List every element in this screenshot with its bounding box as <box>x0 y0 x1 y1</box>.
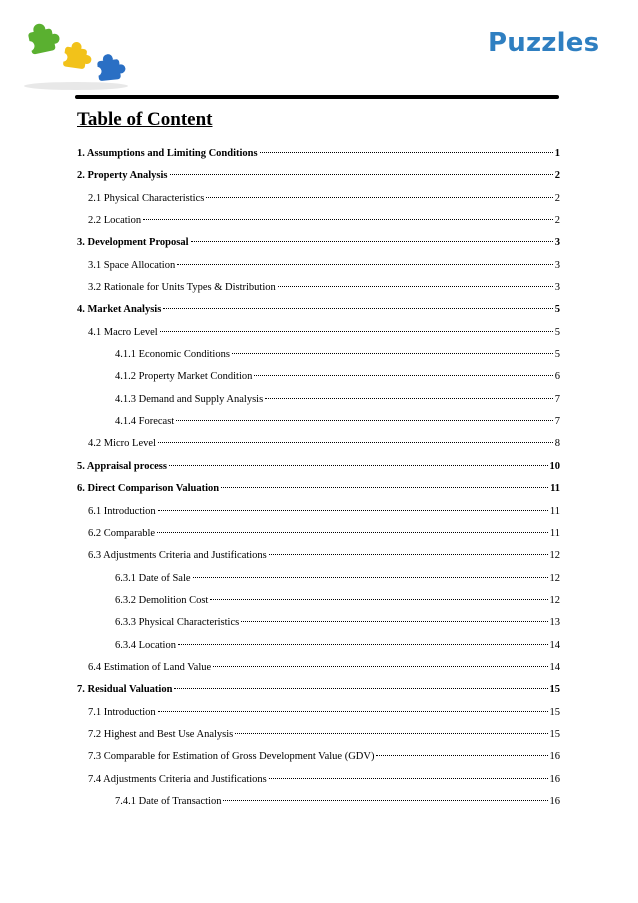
dot-leader <box>174 688 547 689</box>
toc-entry[interactable] <box>77 729 560 751</box>
dot-leader <box>178 644 548 645</box>
toc-entry-label: 7.1 Introduction <box>88 706 156 718</box>
toc-entry[interactable] <box>77 371 560 393</box>
dot-leader <box>157 532 548 533</box>
toc-entry[interactable] <box>77 506 560 528</box>
toc-entry[interactable] <box>77 148 560 170</box>
toc-entry-label: 6. Direct Comparison Valuation <box>77 483 220 495</box>
dot-leader <box>158 510 548 511</box>
toc-entry[interactable] <box>77 751 560 773</box>
toc-entry-page: 3 <box>554 237 560 249</box>
dot-leader <box>143 219 553 220</box>
toc-entry-label: 2.2 Location <box>88 215 142 227</box>
toc-entry-page: 8 <box>554 438 560 450</box>
toc-entry-page: 16 <box>549 773 560 785</box>
toc-entry-page: 13 <box>549 617 560 629</box>
toc-entry-label: 7.4 Adjustments Criteria and Justifications <box>88 773 267 785</box>
toc-entry[interactable] <box>77 483 560 505</box>
dot-leader <box>376 755 547 756</box>
toc-entry-page: 14 <box>549 661 560 673</box>
toc-entry[interactable] <box>77 416 560 438</box>
toc-entry-page: 5 <box>554 304 560 316</box>
toc-entry-label: 4.1.4 Forecast <box>115 416 175 428</box>
toc-entry[interactable] <box>77 640 560 662</box>
toc-entry[interactable] <box>77 796 560 818</box>
toc-entry-page: 11 <box>549 505 560 517</box>
toc-entry[interactable] <box>77 595 560 617</box>
toc-entry-label: 4. Market Analysis <box>77 304 162 316</box>
toc-entry-label: 3. Development Proposal <box>77 237 189 249</box>
toc-entry-label: 1. Assumptions and Limiting Conditions <box>77 148 258 159</box>
toc-entry-label: 2.1 Physical Characteristics <box>88 192 205 204</box>
toc-entry-page: 7 <box>554 416 560 428</box>
toc-entry[interactable] <box>77 438 560 460</box>
toc-entry-page: 11 <box>550 483 560 495</box>
toc-entry-page: 6 <box>554 371 560 383</box>
toc-entry[interactable] <box>77 684 560 706</box>
toc-entry[interactable] <box>77 774 560 796</box>
dot-leader <box>163 308 552 309</box>
dot-leader <box>235 733 547 734</box>
dot-leader <box>210 599 547 600</box>
dot-leader <box>160 331 553 332</box>
toc-entry-page: 11 <box>549 527 560 539</box>
dot-leader <box>223 800 547 801</box>
toc-entry[interactable] <box>77 528 560 550</box>
toc-entry-page: 16 <box>549 795 560 807</box>
toc-entry[interactable] <box>77 662 560 684</box>
toc-entry-page: 16 <box>549 751 560 763</box>
toc-entry-label: 6.2 Comparable <box>88 527 156 539</box>
toc-entry-page: 7 <box>554 393 560 405</box>
toc-entry-label: 7. Residual Valuation <box>77 684 173 696</box>
toc-entry[interactable] <box>77 215 560 237</box>
toc-entry[interactable] <box>77 707 560 729</box>
toc-entry-label: 7.3 Comparable for Estimation of Gross Development Value (GDV) <box>88 751 375 763</box>
toc-entry-page: 3 <box>554 259 560 271</box>
toc-entry[interactable] <box>77 170 560 192</box>
dot-leader <box>193 577 548 578</box>
toc-entry[interactable] <box>77 349 560 371</box>
toc-entry-page: 15 <box>549 706 560 718</box>
toc-entry-page: 14 <box>549 639 560 651</box>
toc-entry[interactable] <box>77 617 560 639</box>
dot-leader <box>158 442 553 443</box>
toc-entry-label: 2. Property Analysis <box>77 170 168 182</box>
toc-entry-label: 4.2 Micro Level <box>88 438 156 450</box>
toc-entry-label: 6.3.4 Location <box>115 639 176 651</box>
toc-entry-page: 3 <box>554 282 560 294</box>
dot-leader <box>269 554 548 555</box>
toc-entry-page: 15 <box>549 728 560 740</box>
dot-leader <box>176 420 553 421</box>
toc-entry-page: 2 <box>554 170 560 182</box>
dot-leader <box>260 152 553 153</box>
puzzle-pieces-icon <box>18 18 133 93</box>
toc-entry-page: 12 <box>549 572 560 584</box>
dot-leader <box>191 241 553 242</box>
dot-leader <box>232 353 553 354</box>
toc-entry[interactable] <box>77 573 560 595</box>
toc-entry[interactable] <box>77 394 560 416</box>
dot-leader <box>213 666 547 667</box>
toc-entry[interactable] <box>77 193 560 215</box>
toc-entry-label: 6.3.1 Date of Sale <box>115 572 191 584</box>
toc-entry-label: 5. Appraisal process <box>77 460 167 472</box>
toc-title: Table of Content <box>77 109 213 130</box>
toc-entry-page: 15 <box>549 684 560 696</box>
toc-entry-label: 6.1 Introduction <box>88 505 156 517</box>
toc-entry[interactable] <box>77 304 560 326</box>
dot-leader <box>170 174 553 175</box>
toc-entry[interactable] <box>77 260 560 282</box>
toc-entry[interactable] <box>77 282 560 304</box>
dot-leader <box>241 621 547 622</box>
toc-entry-label: 4.1.2 Property Market Condition <box>115 371 253 383</box>
toc-entry[interactable] <box>77 327 560 349</box>
toc-entry-page: 1 <box>554 148 560 159</box>
dot-leader <box>158 711 548 712</box>
toc-entry-label: 4.1.1 Economic Conditions <box>115 349 230 361</box>
dot-leader <box>254 375 552 376</box>
toc-entry-page: 5 <box>554 326 560 338</box>
dot-leader <box>206 197 552 198</box>
toc-entry-page: 5 <box>554 349 560 361</box>
toc-entry-label: 3.2 Rationale for Units Types & Distribution <box>88 282 276 294</box>
toc-entry-label: 7.4.1 Date of Transaction <box>115 795 222 807</box>
header-divider <box>75 95 559 99</box>
toc-entry-page: 10 <box>549 460 560 472</box>
toc-entry-label: 7.2 Highest and Best Use Analysis <box>88 728 234 740</box>
toc-entry-label: 4.1.3 Demand and Supply Analysis <box>115 393 264 405</box>
dot-leader <box>265 398 553 399</box>
dot-leader <box>177 264 553 265</box>
dot-leader <box>269 778 548 779</box>
toc-entry[interactable] <box>77 237 560 259</box>
toc-entry-page: 12 <box>549 594 560 606</box>
toc-entry-page: 2 <box>554 192 560 204</box>
dot-leader <box>169 465 548 466</box>
dot-leader <box>278 286 553 287</box>
toc-entry-label: 6.3.3 Physical Characteristics <box>115 617 240 629</box>
toc-entry-label: 6.4 Estimation of Land Value <box>88 661 212 673</box>
toc-entry-label: 3.1 Space Allocation <box>88 259 176 271</box>
toc-entry-label: 6.3.2 Demolition Cost <box>115 594 209 606</box>
toc-entry-page: 12 <box>549 550 560 562</box>
brand-title: Puzzles <box>488 28 600 58</box>
dot-leader <box>221 487 548 488</box>
toc-entry-label: 6.3 Adjustments Criteria and Justifications <box>88 550 267 562</box>
toc-entry-page: 2 <box>554 215 560 227</box>
toc-entry[interactable] <box>77 461 560 483</box>
table-of-contents <box>77 148 560 818</box>
toc-entry-label: 4.1 Macro Level <box>88 326 158 338</box>
toc-entry[interactable] <box>77 550 560 572</box>
